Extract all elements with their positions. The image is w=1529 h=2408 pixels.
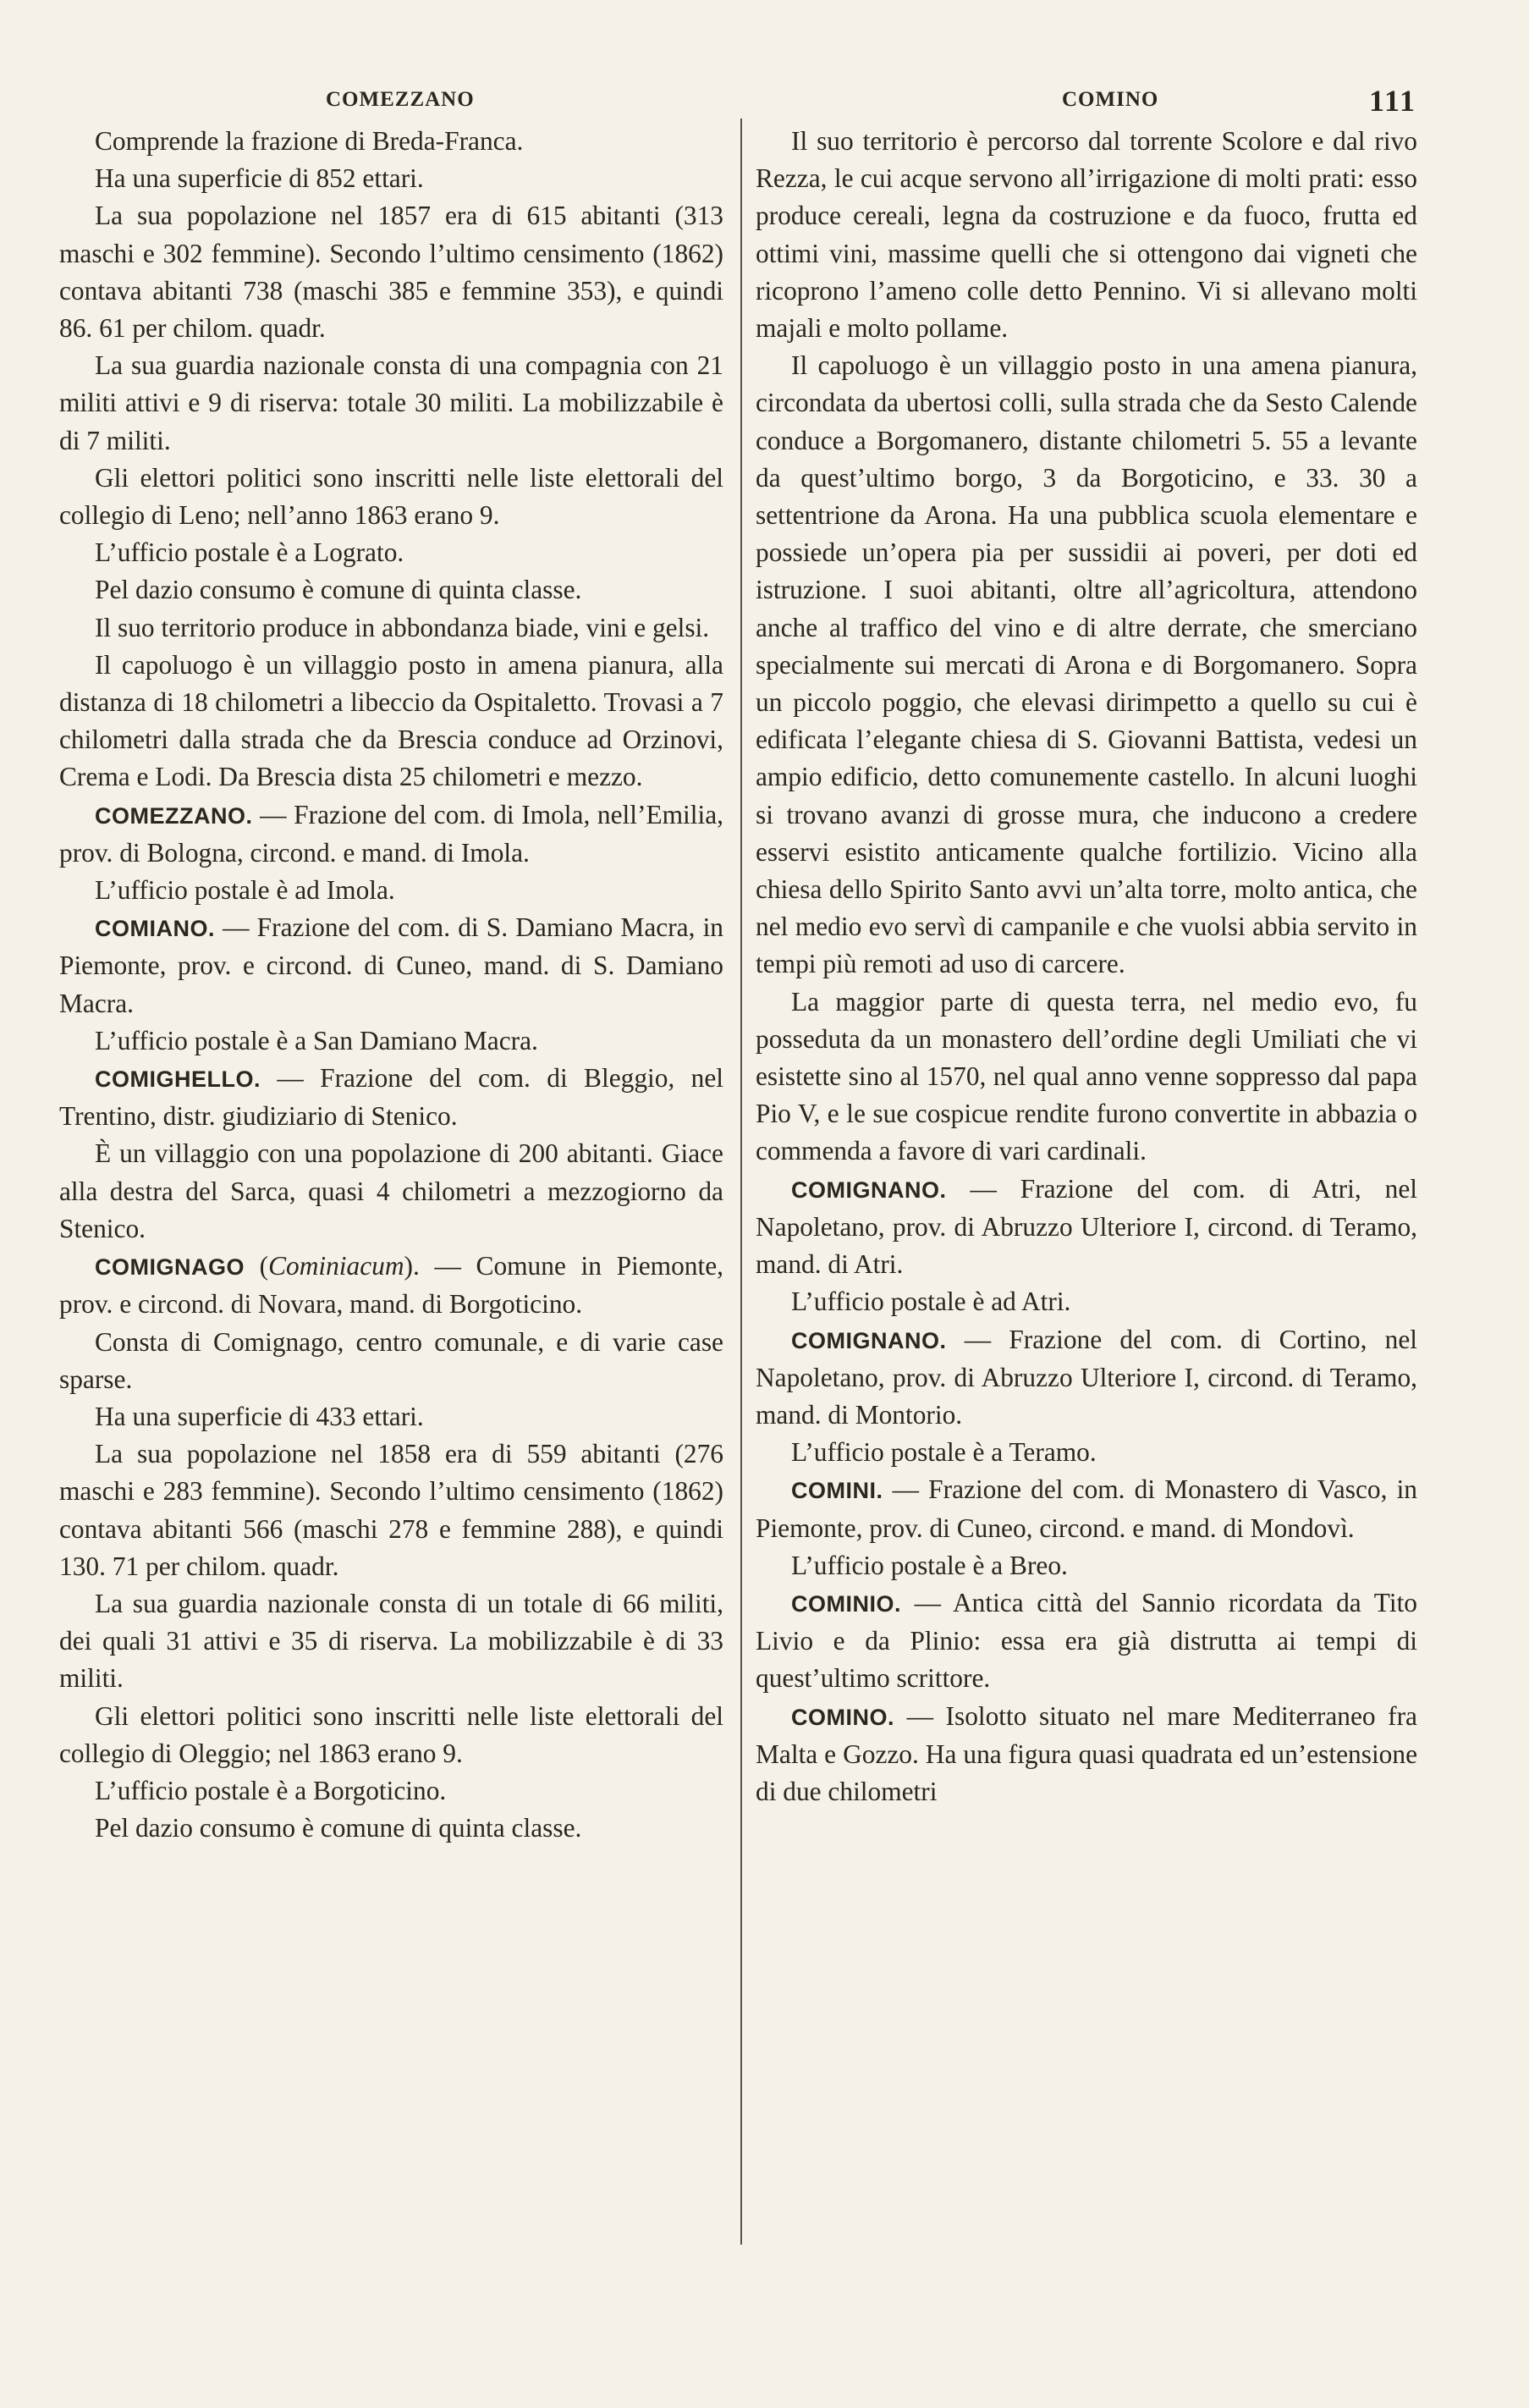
paragraph-text: — Frazione del com. di Atri, nel Napoletano, prov. di Abruzzo Ulteriore I, circond. di Teramo, mand. di Atri. <box>756 1173 1417 1280</box>
entry-keyword: COMIGHELLO. <box>95 1066 261 1093</box>
paragraph-text: La maggior parte di questa terra, nel medio evo, fu posseduta da un monastero dell’ordine degli Umiliati che vi esistette sino al 1570, nel qual anno venne soppresso dal papa Pio V, e le sue cospicue rendite furono convertite in abbazia o commenda a favore di vari cardinali. <box>756 986 1417 1166</box>
paragraph <box>59 1698 723 1772</box>
entry-keyword: COMINI. <box>791 1478 883 1504</box>
paragraph-text: Ha una superficie di 852 ettari. <box>95 163 424 194</box>
paragraph-text: La sua guardia nazionale consta di un totale di 66 militi, dei quali 31 attivi e 35 di riserva. La mobilizzabile è di 33 militi. <box>59 1588 723 1694</box>
paragraph-text: L’ufficio postale è a San Damiano Macra. <box>95 1025 538 1055</box>
paragraph-text: Pel dazio consumo è comune di quinta classe. <box>95 575 582 605</box>
paragraph-text: Pel dazio consumo è comune di quinta classe. <box>95 1813 582 1843</box>
paragraph <box>59 1810 723 1847</box>
paragraph-text: L’ufficio postale è ad Imola. <box>95 875 395 906</box>
paragraph-text: L’ufficio postale è a Teramo. <box>791 1437 1097 1468</box>
paragraph <box>59 647 723 796</box>
paragraph-text: Gli elettori politici sono inscritti nelle liste elettorali del collegio di Oleggio; nel 1863 erano 9. <box>59 1700 723 1768</box>
paragraph-text: — Frazione del com. di Cortino, nel Napoletano, prov. di Abruzzo Ulteriore I, circond. di Teramo, mand. di Montorio. <box>756 1324 1417 1430</box>
entry-paragraph <box>756 1171 1417 1284</box>
entry-paragraph <box>756 1471 1417 1546</box>
entry-keyword: COMIANO. <box>95 916 215 942</box>
paragraph-text: — Frazione del com. di Bleggio, nel Trentino, distr. giudiziario di Stenico. <box>59 1063 723 1132</box>
paragraph-text: La sua guardia nazionale consta di una compagnia con 21 militi attivi e 9 di riserva: totale 30 militi. La mobilizzabile è di 7 militi. <box>59 350 723 455</box>
paragraph <box>756 984 1417 1171</box>
running-head-right: COMINO <box>1062 88 1159 111</box>
paragraph <box>756 1283 1417 1320</box>
entry-paragraph <box>59 1060 723 1135</box>
entry-keyword: COMINIO. <box>791 1590 901 1617</box>
entry-paragraph <box>756 1584 1417 1698</box>
entry-keyword: COMIGNAGO <box>95 1254 245 1281</box>
paragraph <box>59 571 723 609</box>
paragraph-text: L’ufficio postale è a Lograto. <box>95 537 404 568</box>
paragraph <box>59 609 723 647</box>
paragraph-text: Il capoluogo è un villaggio posto in una amena pianura, circondata da ubertosi colli, sulla strada che da Sesto Calende conduce a Borgomanero, distante chilometri 5. 55 a levante da quest’ultimo borgo, 3 da Borgoticino, e 33. 30 a settentrione da Arona. Ha una pubblica scuola elementare e possiede un’opera pia per sussidii ai poveri, per doti ed istruzione. I suoi abitanti, oltre all’agricoltura, attendono anche al traffico del vino e di altre derrate, che smerciano specialmente sui mercati di Arona e di Borgomanero. Sopra un piccolo poggio, che elevasi dirimpetto a quello su cui è edificata l’elegante chiesa di S. Giovanni Battista, vedesi un ampio edificio, detto comunemente castello. In alcuni luoghi si trovano avanzi di grosse mura, che inducono a credere esservi esistito anticamente qualche fortilizio. Vicino alla chiesa dello Spirito Santo avvi un’alta torre, molto antica, che nel medio evo servì di campanile e che vuolsi abbia servito in tempi più remoti ad uso di carcere. <box>756 350 1417 979</box>
paragraph-text: Comprende la frazione di Breda-Franca. <box>95 126 524 156</box>
column-divider <box>740 118 742 2245</box>
paragraph <box>756 123 1417 347</box>
paragraph <box>59 1585 723 1698</box>
paragraph <box>59 872 723 909</box>
paragraph-text: Il capoluogo è un villaggio posto in amena pianura, alla distanza di 18 chilometri a libeccio da Ospitaletto. Trovasi a 7 chilometri dalla strada che da Brescia conduce ad Orzinovi, Crema e Lodi. Da Brescia dista 25 chilometri e mezzo. <box>59 649 723 792</box>
paragraph <box>59 1022 723 1060</box>
paragraph-text: L’ufficio postale è a Borgoticino. <box>95 1775 447 1805</box>
entry-keyword: COMINO. <box>791 1704 894 1730</box>
paragraph <box>59 347 723 460</box>
entry-paragraph <box>756 1698 1417 1811</box>
paragraph-text: Consta di Comignago, centro comunale, e di varie case sparse. <box>59 1326 723 1394</box>
paragraph-text: Il suo territorio produce in abbondanza biade, vini e gelsi. <box>95 612 710 642</box>
paragraph-text: — Comune in Piemonte, prov. e circond. di Novara, mand. di Borgoticino. <box>59 1251 723 1320</box>
paragraph <box>59 1435 723 1585</box>
entry-paragraph <box>59 909 723 1022</box>
paragraph <box>59 1772 723 1810</box>
entry-keyword: COMEZZANO. <box>95 802 253 829</box>
paragraph-text: — Antica città del Sannio ricordata da Tito Livio e da Plinio: essa era già distrutta ai tempi di quest’ultimo scrittore. <box>756 1587 1417 1694</box>
paragraph-text: Il suo territorio è percorso dal torrente Scolore e dal rivo Rezza, le cui acque servono all’irrigazione di molti prati: esso produce cereali, legna da costruzione e da fuoco, frutta ed ottimi vini, massime quelli che si ottengono dai vigneti che ricoprono l’ameno colle detto Pennino. Vi si allevano molti majali e molto pollame. <box>756 126 1417 344</box>
latin-name: Cominiacum <box>268 1251 404 1281</box>
right-column <box>756 123 1417 1810</box>
paragraph-text: — Isolotto situato nel mare Mediterraneo fra Malta e Gozzo. Ha una figura quasi quadrata ed un’estensione di due chilometri <box>756 1700 1417 1806</box>
paragraph-text: — Frazione del com. di S. Damiano Macra, in Piemonte, prov. e circond. di Cuneo, mand. di S. Damiano Macra. <box>59 912 723 1018</box>
running-head-left: COMEZZANO <box>326 88 475 111</box>
paragraph <box>59 1324 723 1398</box>
entry-paragraph <box>59 796 723 872</box>
paragraph <box>59 123 723 160</box>
paragraph <box>756 1434 1417 1471</box>
paragraph <box>59 534 723 571</box>
paragraph-text: L’ufficio postale è a Breo. <box>791 1550 1068 1580</box>
paragraph <box>59 460 723 534</box>
page-number: 111 <box>1369 84 1417 118</box>
entry-keyword: COMIGNANO. <box>791 1327 947 1353</box>
paragraph <box>59 1398 723 1435</box>
left-column <box>59 123 723 1847</box>
paragraph <box>756 1547 1417 1584</box>
entry-paragraph <box>756 1321 1417 1435</box>
paragraph-text: — Frazione del com. di Monastero di Vasco, in Piemonte, prov. di Cuneo, circond. e mand. di Mondovì. <box>756 1474 1417 1543</box>
paragraph-text: La sua popolazione nel 1858 era di 559 abitanti (276 maschi e 283 femmine). Secondo l’ultimo censimento (1862) contava abitanti 566 (maschi 278 e femmine 288), e quindi 130. 71 per chilom. quadr. <box>59 1439 723 1581</box>
paragraph-text: L’ufficio postale è ad Atri. <box>791 1287 1071 1317</box>
paragraph <box>59 197 723 347</box>
paragraph <box>59 1135 723 1248</box>
paragraph <box>59 160 723 197</box>
paragraph-text: Ha una superficie di 433 ettari. <box>95 1401 424 1431</box>
entry-keyword: COMIGNANO. <box>791 1176 947 1203</box>
paragraph-text: Gli elettori politici sono inscritti nelle liste elettorali del collegio di Leno; nell’anno 1863 erano 9. <box>59 462 723 531</box>
paragraph <box>756 347 1417 983</box>
paragraph-text: La sua popolazione nel 1857 era di 615 abitanti (313 maschi e 302 femmine). Secondo l’ultimo censimento (1862) contava abitanti 738 (maschi 385 e femmine 353), e quindi 86. 61 per chilom. quadr. <box>59 201 723 344</box>
paragraph-text: — Frazione del com. di Imola, nell’Emilia, prov. di Bologna, circond. e mand. di Imola. <box>59 799 723 868</box>
paragraph-text: È un villaggio con una popolazione di 200 abitanti. Giace alla destra del Sarca, quasi 4 chilometri a mezzogiorno da Stenico. <box>59 1138 723 1243</box>
entry-paragraph: COMIGNAGO (Cominiacum). — Comune in Piemonte, prov. e circond. di Novara, mand. di Borgoticino. <box>59 1251 723 1320</box>
